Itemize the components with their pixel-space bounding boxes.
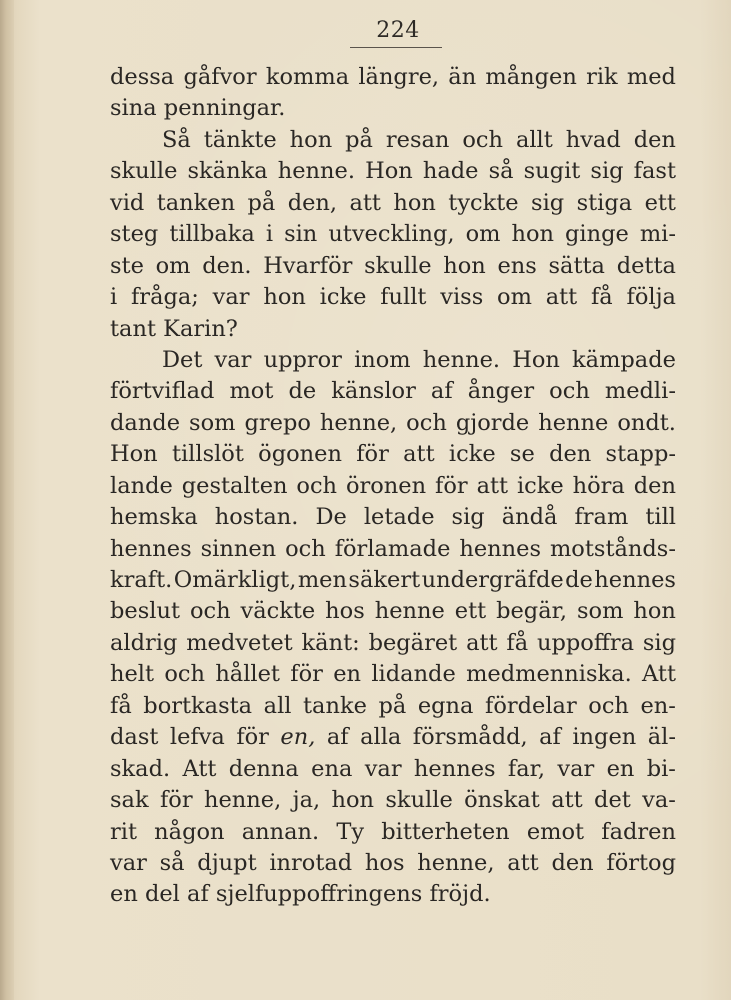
word: hon bbox=[289, 126, 333, 153]
word: sinnen bbox=[200, 535, 277, 562]
word: för bbox=[356, 441, 389, 468]
word: af bbox=[326, 724, 349, 751]
word: och bbox=[588, 692, 629, 719]
word: motstånds- bbox=[549, 535, 676, 562]
word: ingen bbox=[572, 724, 637, 751]
text-line: tant Karin? bbox=[110, 315, 238, 342]
word: på bbox=[345, 126, 373, 153]
word: lidande bbox=[371, 661, 456, 688]
word: henne, bbox=[203, 787, 282, 814]
word: den bbox=[551, 849, 594, 876]
word: hemska bbox=[110, 504, 198, 531]
word: följa bbox=[626, 284, 676, 311]
word: egna bbox=[417, 692, 474, 719]
word: all bbox=[263, 692, 292, 719]
word: ett bbox=[644, 189, 676, 216]
word: inrotad bbox=[269, 849, 353, 876]
word: fram bbox=[574, 504, 629, 531]
word: bi- bbox=[646, 755, 676, 782]
word: någon bbox=[154, 818, 225, 845]
word: gåfvor bbox=[183, 64, 257, 90]
word: säkert bbox=[348, 567, 421, 593]
word: äl- bbox=[647, 724, 676, 751]
word: hos bbox=[325, 598, 365, 625]
word: far, bbox=[507, 755, 546, 782]
word: stiga bbox=[576, 189, 633, 216]
word: henne, bbox=[319, 409, 398, 436]
word: steg bbox=[110, 221, 159, 248]
word: till bbox=[645, 504, 676, 531]
word: för bbox=[159, 787, 193, 814]
binding-gutter bbox=[0, 0, 14, 1000]
text-line bbox=[110, 125, 676, 156]
word: och bbox=[296, 472, 338, 499]
word: ett bbox=[454, 598, 487, 625]
word: sig bbox=[451, 504, 485, 531]
word: och bbox=[189, 598, 231, 625]
header-rule bbox=[350, 47, 442, 48]
word: om bbox=[155, 252, 191, 279]
word: sig bbox=[531, 189, 565, 216]
word: hennes bbox=[459, 535, 542, 562]
word: vid bbox=[110, 189, 145, 216]
word: va- bbox=[642, 787, 676, 814]
word: att bbox=[507, 849, 539, 876]
word: längre, bbox=[358, 64, 440, 90]
text-line bbox=[110, 439, 676, 470]
word: än bbox=[448, 64, 477, 90]
word: kämpade bbox=[572, 346, 676, 373]
word: för bbox=[435, 472, 468, 499]
word: tanken bbox=[156, 189, 236, 216]
word: på bbox=[378, 692, 407, 719]
word: på bbox=[247, 189, 276, 216]
word: viss bbox=[440, 284, 484, 311]
word: tyckte bbox=[448, 189, 519, 216]
word: dessa bbox=[110, 64, 175, 90]
word: beslut bbox=[110, 598, 180, 625]
word: hennes bbox=[110, 535, 192, 562]
word: skänka bbox=[187, 158, 268, 185]
word: Hon bbox=[110, 441, 158, 468]
word: hade bbox=[422, 158, 479, 185]
word: att bbox=[403, 441, 435, 468]
text-line: sina penningar. bbox=[110, 95, 286, 122]
word: se bbox=[509, 441, 535, 468]
word: skulle bbox=[364, 252, 432, 279]
text-line bbox=[110, 282, 676, 313]
word: Hvarför bbox=[263, 252, 353, 279]
word: hos bbox=[364, 849, 405, 876]
word: kraft. bbox=[110, 567, 173, 593]
word: ondt. bbox=[617, 409, 676, 436]
word: den bbox=[549, 441, 592, 468]
word: få bbox=[110, 692, 132, 719]
word: försmådd, bbox=[412, 724, 528, 751]
word: rit bbox=[110, 818, 137, 845]
word: hon bbox=[633, 598, 676, 625]
word: om bbox=[497, 284, 532, 311]
word: Ty bbox=[336, 818, 365, 845]
text-line bbox=[110, 408, 676, 439]
word: fast bbox=[633, 158, 676, 185]
text-line bbox=[110, 817, 676, 848]
word: tänkte bbox=[203, 126, 277, 153]
word: icke bbox=[448, 441, 496, 468]
word: medvetet bbox=[186, 629, 293, 656]
word: uppror bbox=[263, 346, 342, 373]
word: djupt bbox=[197, 849, 257, 876]
page-number: 224 bbox=[376, 18, 420, 43]
word: begäret bbox=[368, 629, 458, 656]
text-line bbox=[110, 471, 676, 502]
word: höra bbox=[572, 472, 625, 499]
word: icke bbox=[516, 472, 564, 499]
text-line bbox=[110, 722, 676, 753]
word: undergräfde bbox=[421, 567, 564, 593]
word: men bbox=[297, 567, 347, 593]
text-line bbox=[110, 785, 676, 816]
word: uppoffra bbox=[537, 629, 634, 656]
word: medmenniska. bbox=[466, 661, 632, 688]
word: Hon bbox=[365, 158, 413, 185]
word: mi- bbox=[639, 221, 676, 248]
word: allt bbox=[515, 126, 553, 153]
word: att bbox=[349, 189, 381, 216]
word: inom bbox=[354, 346, 411, 373]
word: så bbox=[488, 158, 514, 185]
word: hvad bbox=[565, 126, 621, 153]
word: och bbox=[549, 378, 590, 405]
word: lefva bbox=[169, 724, 225, 751]
word: resan bbox=[385, 126, 450, 153]
word: ändå bbox=[501, 504, 558, 531]
word: den, bbox=[287, 189, 338, 216]
word: öronen bbox=[345, 472, 427, 499]
word: henne bbox=[538, 409, 609, 436]
word: mången bbox=[485, 64, 577, 90]
word: en bbox=[606, 755, 635, 782]
word: i bbox=[265, 221, 274, 248]
word: ögonen bbox=[258, 441, 342, 468]
word: hon bbox=[331, 787, 375, 814]
word: begär, bbox=[496, 598, 568, 625]
word: den bbox=[633, 126, 676, 153]
word: det bbox=[594, 787, 631, 814]
word: henne. bbox=[422, 346, 501, 373]
word: henne. bbox=[277, 158, 355, 185]
word: och bbox=[462, 126, 503, 153]
word: och bbox=[285, 535, 326, 562]
word: hon bbox=[393, 189, 436, 216]
word: att bbox=[545, 284, 578, 311]
word: få bbox=[590, 284, 613, 311]
word: gjorde bbox=[455, 409, 530, 436]
word: hennes bbox=[413, 755, 496, 782]
text-line bbox=[110, 251, 676, 282]
word: sig bbox=[642, 629, 676, 656]
word: att bbox=[551, 787, 583, 814]
body-text bbox=[110, 62, 676, 911]
word: skulle bbox=[110, 158, 178, 185]
word: med bbox=[626, 64, 676, 90]
text-line bbox=[110, 848, 676, 879]
text-line bbox=[110, 534, 676, 565]
word: ens bbox=[497, 252, 537, 279]
word: hållet bbox=[215, 661, 280, 688]
word: skulle bbox=[385, 787, 453, 814]
word: Omärkligt, bbox=[173, 567, 297, 593]
word: att bbox=[466, 629, 498, 656]
word: af bbox=[539, 724, 561, 751]
word: bortkasta bbox=[143, 692, 253, 719]
word: i bbox=[110, 284, 118, 311]
word: sak bbox=[110, 787, 149, 814]
word: medli- bbox=[604, 378, 676, 405]
word: lande bbox=[110, 472, 173, 499]
text-line: en del af sjelfuppoffringens fröjd. bbox=[110, 881, 491, 908]
word: rik bbox=[586, 64, 618, 90]
word: var bbox=[110, 849, 147, 876]
word: de bbox=[565, 567, 593, 593]
text-line bbox=[110, 659, 676, 690]
word: fadren bbox=[601, 818, 676, 845]
word: dast bbox=[110, 724, 159, 751]
word: önskat bbox=[464, 787, 540, 814]
word: få bbox=[506, 629, 529, 656]
word: aldrig bbox=[110, 629, 178, 656]
word: de bbox=[288, 378, 317, 405]
word: denna bbox=[228, 755, 299, 782]
word: skad. bbox=[110, 755, 171, 782]
word: som bbox=[189, 409, 236, 436]
word: icke bbox=[319, 284, 367, 311]
word: stapp- bbox=[605, 441, 676, 468]
word: helt bbox=[110, 661, 155, 688]
word: den bbox=[633, 472, 676, 499]
word: letade bbox=[363, 504, 435, 531]
word: den. bbox=[202, 252, 252, 279]
word: och bbox=[406, 409, 447, 436]
word: ste bbox=[110, 252, 144, 279]
word: och bbox=[164, 661, 205, 688]
word: ånger bbox=[467, 378, 535, 405]
word: fråga; bbox=[130, 284, 199, 311]
word: alla bbox=[360, 724, 402, 751]
word: känt: bbox=[301, 629, 360, 656]
word: annan. bbox=[241, 818, 320, 845]
word: tillslöt bbox=[171, 441, 244, 468]
text-line bbox=[110, 691, 676, 722]
word: att bbox=[476, 472, 509, 499]
word: Hon bbox=[512, 346, 560, 373]
word: mot bbox=[229, 378, 274, 405]
word: var bbox=[364, 755, 402, 782]
word: Det bbox=[162, 346, 203, 373]
word: ginge bbox=[565, 221, 629, 248]
word: utveckling, bbox=[328, 221, 455, 248]
word: komma bbox=[265, 64, 350, 90]
word: Så bbox=[162, 126, 191, 153]
word: De bbox=[315, 504, 347, 531]
word: hon bbox=[511, 221, 554, 248]
word: förlamade bbox=[334, 535, 451, 562]
word: var bbox=[214, 346, 252, 373]
text-line bbox=[110, 502, 676, 533]
text-line bbox=[110, 596, 676, 627]
text-line bbox=[110, 345, 676, 376]
word: detta bbox=[616, 252, 676, 279]
word: ena bbox=[311, 755, 353, 782]
word: en- bbox=[640, 692, 676, 719]
word: Att bbox=[642, 661, 676, 688]
text-line bbox=[110, 62, 676, 93]
word: sätta bbox=[548, 252, 605, 279]
text-line bbox=[110, 754, 676, 785]
word: fullt bbox=[380, 284, 427, 311]
word: grepo bbox=[244, 409, 311, 436]
text-line bbox=[110, 188, 676, 219]
word: Att bbox=[182, 755, 217, 782]
word: för bbox=[290, 661, 323, 688]
word: sin bbox=[284, 221, 318, 248]
word: så bbox=[159, 849, 185, 876]
word: emot bbox=[526, 818, 585, 845]
word: förtviflad bbox=[110, 378, 215, 405]
word: henne bbox=[374, 598, 445, 625]
word: en bbox=[333, 661, 362, 688]
text-line bbox=[110, 219, 676, 250]
word: hostan. bbox=[214, 504, 299, 531]
word: tillbaka bbox=[169, 221, 255, 248]
word: väckte bbox=[240, 598, 316, 625]
word: sugit bbox=[523, 158, 581, 185]
word: förtog bbox=[606, 849, 676, 876]
word: fördelar bbox=[485, 692, 577, 719]
word: tanke bbox=[303, 692, 367, 719]
text-line bbox=[110, 628, 676, 659]
word: gestalten bbox=[181, 472, 288, 499]
word: om bbox=[465, 221, 501, 248]
word: hon bbox=[263, 284, 306, 311]
text-line bbox=[110, 376, 676, 407]
word: ja, bbox=[292, 787, 321, 814]
text-line bbox=[110, 156, 676, 187]
word: en, bbox=[280, 724, 316, 751]
word: hennes bbox=[594, 567, 676, 593]
word: af bbox=[430, 378, 453, 405]
word: sig bbox=[590, 158, 624, 185]
text-line bbox=[110, 565, 676, 596]
word: som bbox=[577, 598, 624, 625]
word: bitterheten bbox=[381, 818, 510, 845]
word: var bbox=[557, 755, 595, 782]
word: dande bbox=[110, 409, 181, 436]
word: känslor bbox=[331, 378, 416, 405]
word: för bbox=[236, 724, 269, 751]
word: henne, bbox=[417, 849, 495, 876]
word: hon bbox=[443, 252, 486, 279]
word: var bbox=[212, 284, 250, 311]
